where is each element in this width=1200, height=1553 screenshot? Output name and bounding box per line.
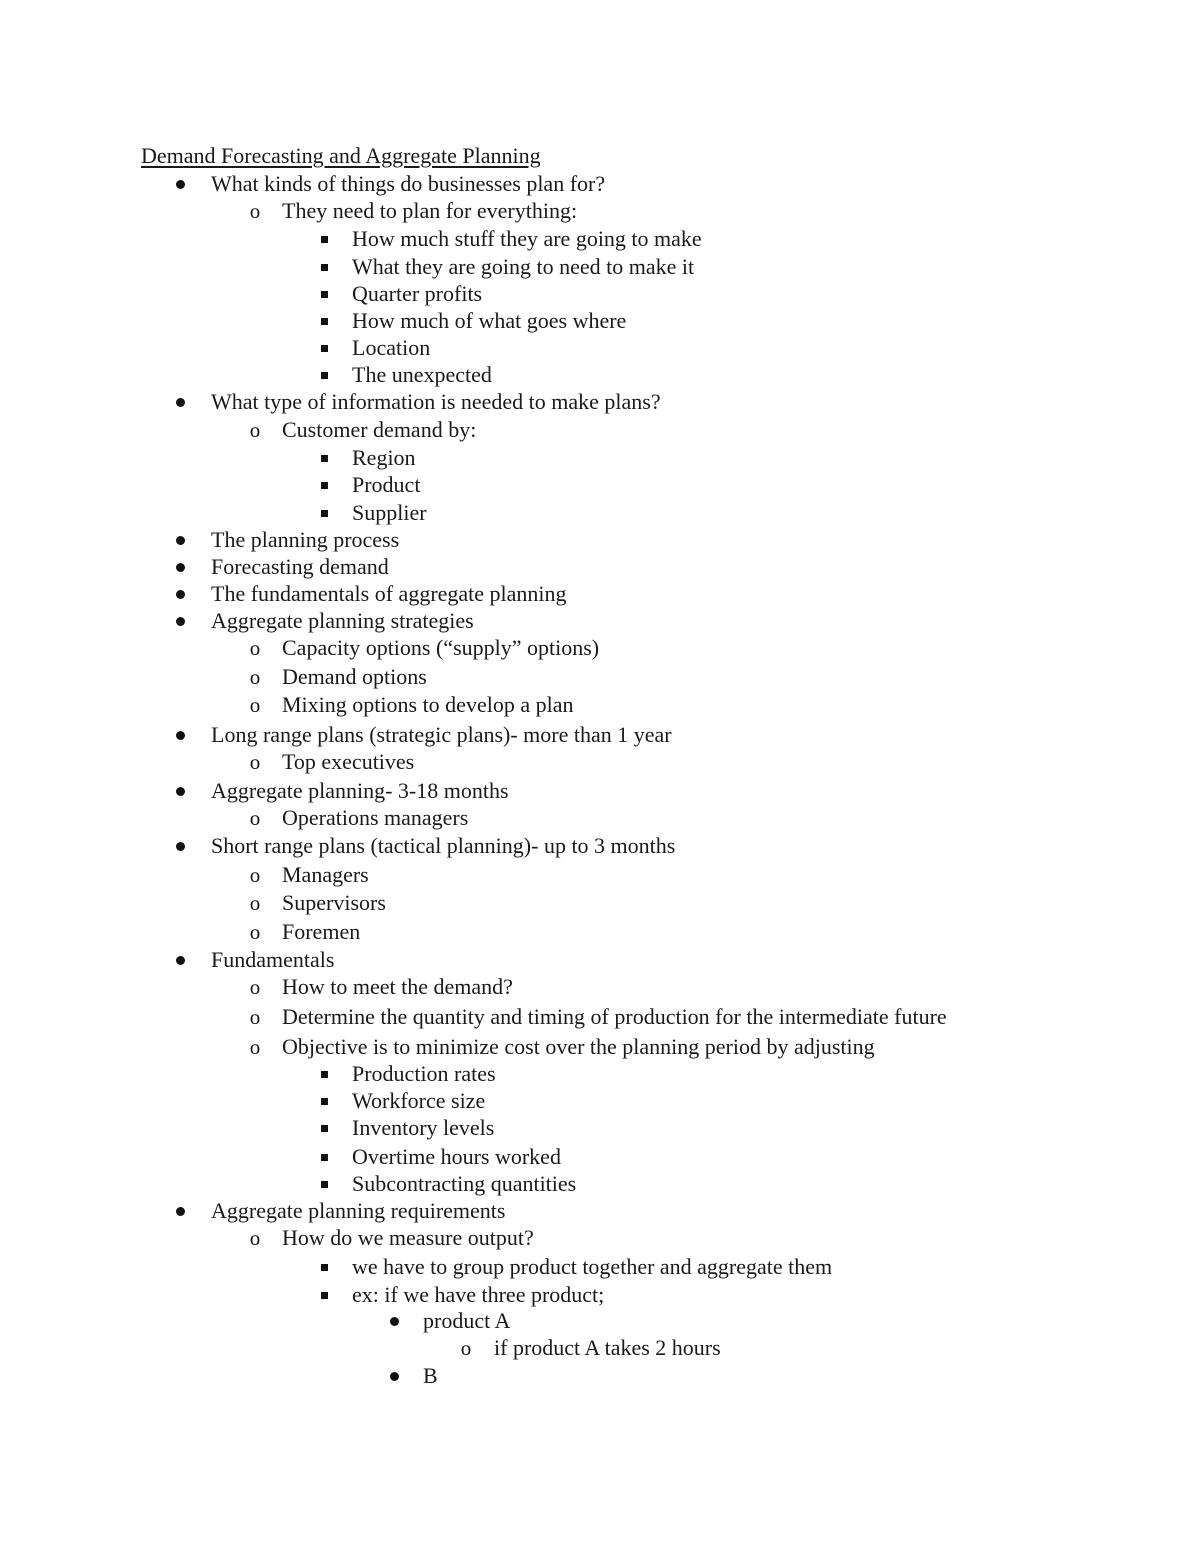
circle-bullet-icon (243, 973, 267, 1001)
circle-bullet-icon (243, 1003, 267, 1031)
circle-bullet-icon (243, 197, 267, 225)
list-item-text: What kinds of things do businesses plan for? (211, 171, 606, 196)
list-item-text: Aggregate planning requirements (211, 1198, 506, 1223)
list-item-text: Forecasting demand (211, 554, 389, 579)
list-item-text: Determine the quantity and timing of production for the intermediate future (282, 1004, 947, 1029)
bullet-icon (168, 580, 192, 608)
list-item-text: The fundamentals of aggregate planning (211, 581, 567, 606)
list-item-text: Foremen (282, 919, 361, 944)
list-item-text: Demand options (282, 664, 427, 689)
circle-bullet-icon (243, 804, 267, 832)
square-bullet-icon (312, 334, 336, 362)
document-title: Demand Forecasting and Aggregate Planning (141, 143, 541, 168)
square-bullet-icon (312, 444, 336, 472)
list-item-text: Product (352, 472, 421, 497)
bullet-icon (168, 777, 192, 805)
square-bullet-icon (312, 1060, 336, 1088)
square-bullet-icon (312, 1087, 336, 1115)
list-item-text: Top executives (282, 749, 415, 774)
list-item-text: Region (352, 445, 416, 470)
circle-bullet-icon (243, 663, 267, 691)
list-item-text: Subcontracting quantities (352, 1171, 577, 1196)
list-item-text: Fundamentals (211, 947, 335, 972)
circle-bullet-icon (243, 416, 267, 444)
circle-bullet-icon (454, 1334, 478, 1362)
list-item-text: How much of what goes where (352, 308, 627, 333)
circle-bullet-icon (243, 634, 267, 662)
list-item-text: we have to group product together and aggregate them (352, 1254, 833, 1279)
circle-bullet-icon (243, 889, 267, 917)
square-bullet-icon (312, 253, 336, 281)
bullet-icon (168, 526, 192, 554)
circle-bullet-icon (243, 748, 267, 776)
list-item-text: Capacity options (“supply” options) (282, 635, 600, 660)
square-bullet-icon (312, 307, 336, 335)
list-item-text: What they are going to need to make it (352, 254, 695, 279)
square-bullet-icon (312, 1253, 336, 1281)
circle-bullet-icon (243, 691, 267, 719)
bullet-icon (168, 388, 192, 416)
list-item-text: ex: if we have three product; (352, 1282, 605, 1307)
bullet-icon (168, 721, 192, 749)
list-item-text: Objective is to minimize cost over the planning period by adjusting (282, 1034, 875, 1059)
list-item-text: They need to plan for everything: (282, 198, 578, 223)
list-item-text: Mixing options to develop a plan (282, 692, 574, 717)
list-item-text: if product A takes 2 hours (494, 1335, 721, 1360)
list-item-text: Workforce size (352, 1088, 486, 1113)
list-item-text: Managers (282, 862, 369, 887)
list-item-text: Supervisors (282, 890, 386, 915)
list-item-text: Overtime hours worked (352, 1144, 561, 1169)
list-item-text: Inventory levels (352, 1115, 495, 1140)
list-item-text: How to meet the demand? (282, 974, 513, 999)
square-bullet-icon (312, 361, 336, 389)
list-item-text: Operations managers (282, 805, 469, 830)
bullet-icon (168, 607, 192, 635)
bullet-icon (168, 170, 192, 198)
square-bullet-icon (312, 1143, 336, 1171)
list-item-text: Location (352, 335, 431, 360)
square-bullet-icon (312, 225, 336, 253)
list-item-text: Aggregate planning- 3-18 months (211, 778, 509, 803)
square-bullet-icon (312, 1170, 336, 1198)
square-bullet-icon (312, 1281, 336, 1309)
list-item-text: Customer demand by: (282, 417, 477, 442)
list-item-text: Quarter profits (352, 281, 483, 306)
list-item-text: How much stuff they are going to make (352, 226, 702, 251)
list-item-text: product A (423, 1308, 511, 1333)
list-item-text: What type of information is needed to make plans? (211, 389, 661, 414)
bullet-icon (168, 832, 192, 860)
list-item-text: Supplier (352, 500, 427, 525)
circle-bullet-icon (243, 918, 267, 946)
list-item-text: Long range plans (strategic plans)- more than 1 year (211, 722, 672, 747)
square-bullet-icon (312, 499, 336, 527)
circle-bullet-icon (243, 1224, 267, 1252)
bullet-icon (168, 946, 192, 974)
bullet-icon (382, 1307, 406, 1335)
list-item-text: Aggregate planning strategies (211, 608, 474, 633)
circle-bullet-icon (243, 1033, 267, 1061)
square-bullet-icon (312, 471, 336, 499)
list-item-text: The unexpected (352, 362, 492, 387)
bullet-icon (382, 1362, 406, 1390)
list-item-text: B (423, 1363, 438, 1388)
square-bullet-icon (312, 280, 336, 308)
list-item-text: Production rates (352, 1061, 496, 1086)
bullet-icon (168, 553, 192, 581)
bullet-icon (168, 1197, 192, 1225)
list-item-text: How do we measure output? (282, 1225, 534, 1250)
list-item-text: Short range plans (tactical planning)- up to 3 months (211, 833, 676, 858)
circle-bullet-icon (243, 861, 267, 889)
list-item-text: The planning process (211, 527, 400, 552)
square-bullet-icon (312, 1114, 336, 1142)
